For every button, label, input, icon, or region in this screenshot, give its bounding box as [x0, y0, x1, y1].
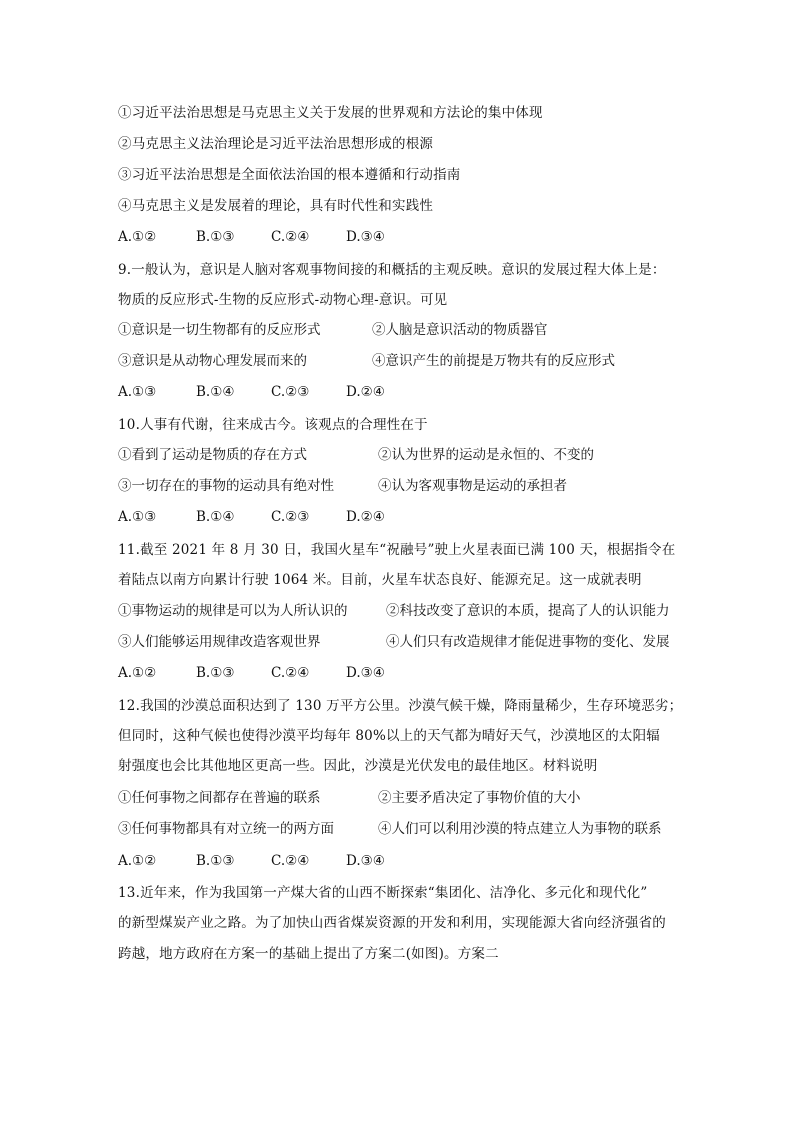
q13-stem-line-2: 的新型煤炭产业之路。为了加快山西省煤炭资源的开发和利用，实现能源大省向经济强省的 [118, 915, 666, 931]
q10-statement-2: ②认为世界的运动是永恒的、不变的 [378, 447, 594, 463]
q12-option-d: D.③④ [346, 853, 385, 869]
q12-stem-line-2: 但同时，这种气候也使得沙漠平均每年 80%以上的天气都为晴好天气，沙漠地区的太阳辐 [118, 728, 660, 744]
q8-statement-3: ③习近平法治思想是全面依法治国的根本遵循和行动指南 [118, 167, 461, 183]
q11-statement-2: ②科技改变了意识的本质，提高了人的认识能力 [386, 603, 670, 619]
q8-option-a: A.①② [118, 229, 157, 245]
q9-stem-line-1: 9.一般认为，意识是人脑对客观事物间接的和概括的主观反映。意识的发展过程大体上是： [118, 262, 666, 278]
q13-stem-line-3: 跨越，地方政府在方案一的基础上提出了方案二(如图)。方案二 [118, 946, 499, 962]
q11-option-a: A.①② [118, 665, 157, 681]
q11-stem-line-1: 11.截至 2021 年 8 月 30 日，我国火星车“祝融号”驶上火星表面已满 100 天，根据指令在 [118, 542, 676, 558]
q8-option-d: D.③④ [346, 229, 385, 245]
q11-statement-4: ④人们只有改造规律才能促进事物的变化、发展 [386, 634, 670, 650]
q8-statement-2: ②马克思主义法治理论是习近平法治思想形成的根源 [118, 136, 434, 152]
q11-statement-1: ①事物运动的规律是可以为人所认识的 [118, 603, 348, 619]
q10-statement-3: ③一切存在的事物的运动具有绝对性 [118, 478, 334, 494]
q9-statement-4: ④意识产生的前提是万物共有的反应形式 [372, 353, 615, 369]
q10-option-c: C.②③ [271, 509, 310, 525]
q13-stem-line-1: 13.近年来，作为我国第一产煤大省的山西不断探索“集团化、洁净化、多元化和现代化” [118, 885, 648, 901]
q10-stem-line-1: 10.人事有代谢，往来成古今。该观点的合理性在于 [118, 417, 428, 433]
q8-option-c: C.②④ [271, 229, 310, 245]
q11-statement-3: ③人们能够运用规律改造客观世界 [118, 634, 321, 650]
q10-option-b: B.①④ [196, 509, 235, 525]
q12-statement-1: ①任何事物之间都存在普遍的联系 [118, 790, 321, 806]
q9-option-b: B.①④ [196, 384, 235, 400]
q10-statement-1: ①看到了运动是物质的存在方式 [118, 447, 307, 463]
q12-statement-3: ③任何事物都具有对立统一的两方面 [118, 821, 334, 837]
q12-statement-2: ②主要矛盾决定了事物价值的大小 [378, 790, 581, 806]
q12-stem-line-1: 12.我国的沙漠总面积达到了 130 万平方公里。沙漠气候干燥，降雨量稀少，生存环境恶劣； [118, 698, 683, 714]
q11-stem-line-2: 着陆点以南方向累计行驶 1064 米。目前，火星车状态良好、能源充足。这一成就表明 [118, 572, 642, 588]
q11-option-d: D.③④ [346, 665, 385, 681]
q9-statement-3: ③意识是从动物心理发展而来的 [118, 353, 307, 369]
q12-statement-4: ④人们可以利用沙漠的特点建立人为事物的联系 [378, 821, 662, 837]
q9-option-c: C.②③ [271, 384, 310, 400]
q11-option-b: B.①③ [196, 665, 235, 681]
q10-statement-4: ④认为客观事物是运动的承担者 [378, 478, 567, 494]
q9-option-d: D.②④ [346, 384, 385, 400]
q12-stem-line-3: 射强度也会比其他地区更高一些。因此，沙漠是光伏发电的最佳地区。材料说明 [118, 758, 598, 774]
q10-option-a: A.①③ [118, 509, 157, 525]
q9-statement-1: ①意识是一切生物都有的反应形式 [118, 322, 321, 338]
q10-option-d: D.②④ [346, 509, 385, 525]
q9-statement-2: ②人脑是意识活动的物质器官 [372, 322, 548, 338]
q12-option-a: A.①② [118, 853, 157, 869]
q11-option-c: C.②④ [271, 665, 310, 681]
q12-option-c: C.②④ [271, 853, 310, 869]
q8-option-b: B.①③ [196, 229, 235, 245]
q12-option-b: B.①③ [196, 853, 235, 869]
q8-statement-4: ④马克思主义是发展着的理论，具有时代性和实践性 [118, 198, 434, 214]
q8-statement-1: ①习近平法治思想是马克思主义关于发展的世界观和方法论的集中体现 [118, 105, 543, 121]
q9-stem-line-2: 物质的反应形式-生物的反应形式-动物心理-意识。可见 [118, 292, 448, 308]
q9-option-a: A.①③ [118, 384, 157, 400]
